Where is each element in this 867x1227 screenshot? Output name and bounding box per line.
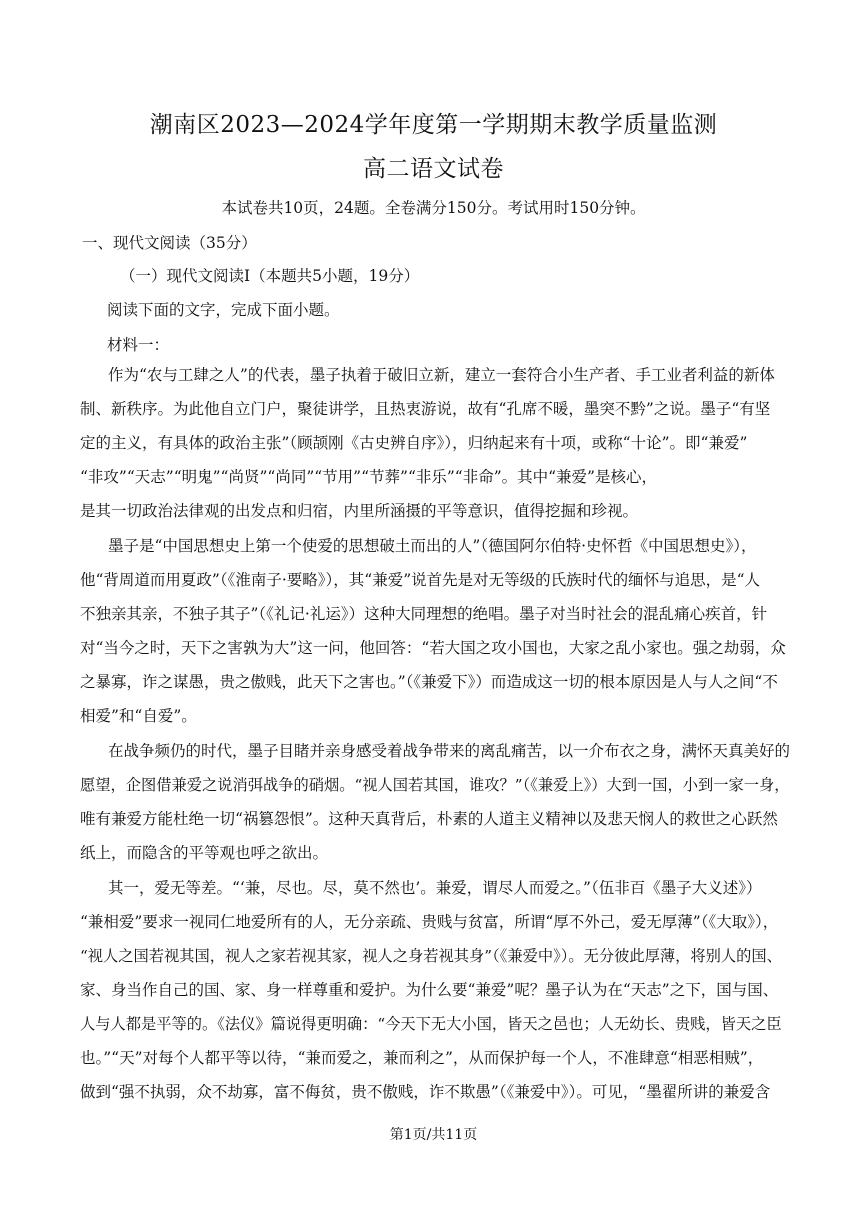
paragraph-line: 纸上，而隐含的平等观也呼之欲出。 bbox=[80, 844, 329, 862]
subsection-heading: （一）现代文阅读Ⅰ（本题共5小题，19分） bbox=[120, 267, 420, 285]
reading-instruction: 阅读下面的文字，完成下面小题。 bbox=[107, 301, 340, 319]
paragraph bbox=[80, 529, 792, 733]
paragraph-line: “非攻”“天志”“明鬼”“尚贤”“尚同”“节用”“节葬”“非乐”“非命”。其中“兼爱”是核心， bbox=[80, 468, 657, 486]
paragraph-line: “视人之国若视其国，视人之家若视其家，视人之身若视其身”（《兼爱中》）。无分彼此厚薄，将别人的国、 bbox=[80, 947, 782, 965]
paragraph-line: 制、新秩序。为此他自立门户，聚徒讲学，且热衷游说，故有“孔席不暖，墨突不黔”之说。墨子“有坚 bbox=[80, 400, 771, 418]
paragraph-line: 不独亲其亲，不独子其子”（《礼记·礼运》）这种大同理想的绝唱。墨子对当时社会的混乱痛心疾首，针 bbox=[80, 605, 768, 623]
paragraph-line: 墨子是“中国思想史上第一个使爱的思想破土而出的人”（德国阿尔伯特·史怀哲《中国思想史》）， bbox=[108, 537, 757, 555]
material-label: 材料一： bbox=[107, 336, 170, 354]
paragraph-line: 愿望，企图借兼爱之说消弭战争的硝烟。“视人国若其国，谁攻？”（《兼爱上》）大到一国，小到一家一身， bbox=[80, 776, 790, 794]
page-number: 第1页/共11页 bbox=[389, 1127, 478, 1143]
paragraph-line: 在战争频仍的时代，墨子目睹并亲身感受着战争带来的离乱痛苦，以一介布衣之身，满怀天真美好的 bbox=[108, 742, 791, 760]
paragraph-line: 他“背周道而用夏政”（《淮南子·要略》），其“兼爱”说首先是对无等级的氏族时代的缅怀与追思，是“人 bbox=[80, 571, 761, 589]
paragraph-line: 对“当今之时，天下之害孰为大”这一问，他回答：“若大国之攻小国也，大家之乱小家也。强之劫弱，众 bbox=[80, 639, 786, 657]
paragraph-line: 其一，爱无等差。“‘兼，尽也。尽，莫不然也’。兼爱，谓尽人而爱之。”（伍非百《墨子大义述》） bbox=[108, 879, 762, 897]
paragraph bbox=[80, 871, 792, 1109]
paragraph-line: 之暴寡，诈之谋愚，贵之傲贱，此天下之害也。”（《兼爱下》）而造成这一切的根本原因是人与人之间“不 bbox=[80, 673, 778, 691]
paragraph-line: 家、身当作自己的国、家、身一样尊重和爱护。为什么要“兼爱”呢？墨子认为在“天志”之下，国与国、 bbox=[80, 981, 779, 999]
paragraph-line: 相爱”和“自爱”。 bbox=[80, 707, 197, 725]
section-heading: 一、现代文阅读（35分） bbox=[82, 234, 257, 252]
exam-subtitle: 高二语文试卷 bbox=[363, 156, 504, 182]
paragraph-line: 作为“农与工肆之人”的代表，墨子执着于破旧立新，建立一套符合小生产者、手工业者利益的新体 bbox=[108, 366, 775, 384]
exam-info: 本试卷共10页，24题。全卷满分150分。考试用时150分钟。 bbox=[221, 199, 646, 217]
paragraph-line: 唯有兼爱方能杜绝一切“祸篡怨恨”。这种天真背后，朴素的人道主义精神以及悲天悯人的救世之心跃然 bbox=[80, 810, 778, 828]
paragraph-line: 做到“强不执弱，众不劫寡，富不侮贫，贵不傲贱，诈不欺愚”（《兼爱中》）。可见，“墨翟所讲的兼爱含 bbox=[80, 1083, 771, 1101]
paragraph-line: 也。”“天”对每个人都平等以待，“兼而爱之，兼而利之”，从而保护每一个人，不准肆意“相恶相贼”， bbox=[80, 1049, 764, 1067]
paragraph bbox=[80, 358, 792, 528]
paragraph-line: “兼相爱”要求一视同仁地爱所有的人，无分亲疏、贵贱与贫富，所谓“厚不外己，爱无厚薄”（《大取》）， bbox=[80, 913, 779, 931]
exam-title: 潮南区2023—2024学年度第一学期期末教学质量监测 bbox=[149, 112, 718, 138]
paragraph-line: 是其一切政治法律观的出发点和归宿，内里所涵摄的平等意识，值得挖掘和珍视。 bbox=[80, 502, 639, 520]
paragraph bbox=[80, 734, 792, 870]
paragraph-line: 定的主义，有具体的政治主张”（顾颉刚《古史辨自序》），归纳起来有十项，或称“十论”。即“兼爱” bbox=[80, 434, 748, 452]
paragraph-line: 人与人都是平等的。《法仪》篇说得更明确：“今天下无大小国，皆天之邑也；人无幼长、贵贱，皆天之臣 bbox=[80, 1015, 782, 1033]
